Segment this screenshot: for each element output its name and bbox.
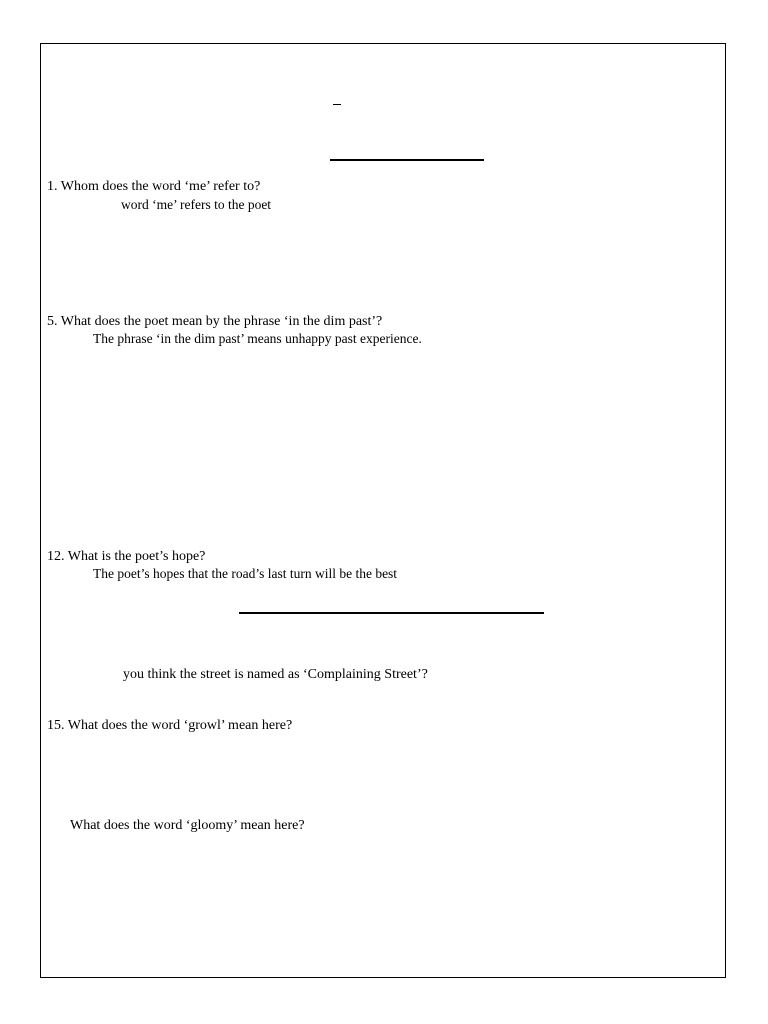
answer-5: The phrase ‘in the dim past’ means unhappy past experience. [93,331,422,346]
question-complaining-street: you think the street is named as ‘Complaining Street’? [123,667,428,682]
question-1: 1. Whom does the word ‘me’ refer to? [47,179,261,194]
question-15: 15. What does the word ‘growl’ mean here? [47,718,293,733]
question-5: 5. What does the poet mean by the phrase ‘in the dim past’? [47,314,383,329]
section-divider-middle [239,612,544,614]
question-12: 12. What is the poet’s hope? [47,549,206,564]
section-divider-top [330,159,484,161]
question-gloomy: What does the word ‘gloomy’ mean here? [70,818,305,833]
header-dash [333,104,341,105]
answer-1: word ‘me’ refers to the poet [121,197,272,212]
answer-12: The poet’s hopes that the road’s last turn will be the best [93,566,398,581]
